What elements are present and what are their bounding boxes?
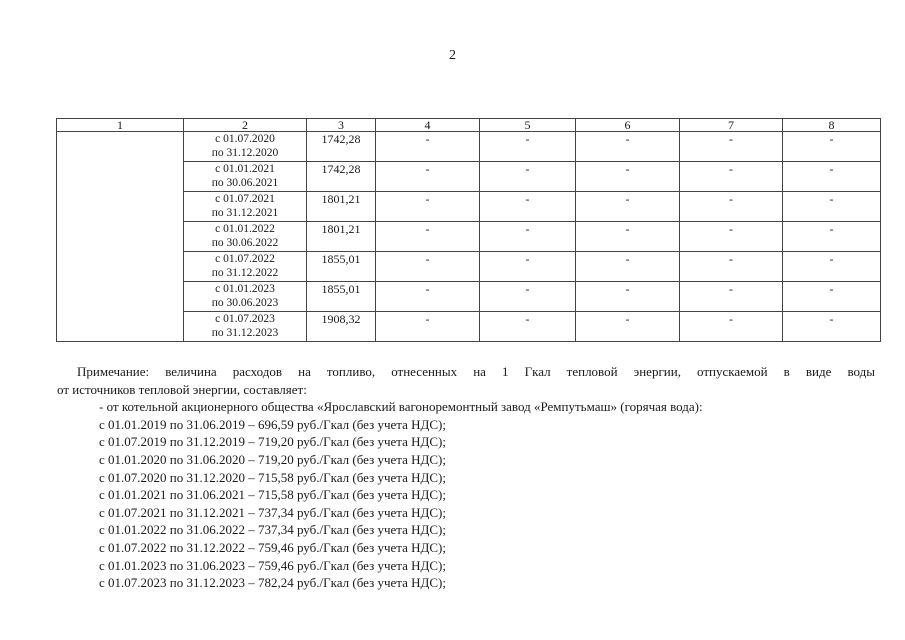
dash-cell: - [576, 312, 680, 342]
period-from: с 01.07.2021 [215, 193, 275, 205]
value-cell: 1855,01 [307, 282, 376, 312]
dash-cell: - [783, 312, 881, 342]
dash-cell: - [680, 222, 783, 252]
dash-cell: - [480, 312, 576, 342]
table-row [57, 132, 881, 162]
period-to: по 31.12.2021 [211, 207, 279, 219]
dash-cell: - [576, 222, 680, 252]
period-cell [184, 312, 307, 342]
dash-cell: - [376, 162, 480, 192]
rate-line: с 01.07.2020 по 31.12.2020 – 715,58 руб./Гкал (без учета НДС); [99, 469, 446, 485]
tariff-table [56, 118, 881, 342]
period-from: с 01.07.2023 [215, 313, 275, 325]
merged-source-cell [57, 132, 184, 342]
column-header: 8 [783, 119, 881, 132]
dash-cell: - [680, 282, 783, 312]
rate-line: с 01.01.2022 по 31.06.2022 – 737,34 руб./Гкал (без учета НДС); [99, 522, 446, 538]
period-from: с 01.07.2022 [215, 253, 275, 265]
table-header-row [57, 119, 881, 132]
dash-cell: - [480, 222, 576, 252]
dash-cell: - [783, 162, 881, 192]
period-from: с 01.01.2021 [215, 163, 275, 175]
column-header: 1 [57, 119, 184, 132]
period-cell [184, 192, 307, 222]
rate-line: с 01.07.2019 по 31.12.2019 – 719,20 руб./Гкал (без учета НДС); [99, 434, 446, 450]
dash-cell: - [680, 162, 783, 192]
rate-line: с 01.07.2023 по 31.12.2023 – 782,24 руб./Гкал (без учета НДС); [99, 575, 446, 591]
dash-cell: - [376, 252, 480, 282]
value-cell: 1855,01 [307, 252, 376, 282]
rate-line: с 01.07.2021 по 31.12.2021 – 737,34 руб./Гкал (без учета НДС); [99, 504, 446, 520]
period-from: с 01.07.2020 [215, 133, 275, 145]
note-intro [57, 363, 875, 398]
period-from: с 01.01.2022 [215, 223, 275, 235]
column-header: 7 [680, 119, 783, 132]
rate-line: с 01.01.2020 по 31.06.2020 – 719,20 руб./Гкал (без учета НДС); [99, 451, 446, 467]
dash-cell: - [480, 282, 576, 312]
dash-cell: - [376, 282, 480, 312]
dash-cell: - [576, 282, 680, 312]
period-to: по 31.12.2020 [211, 147, 279, 159]
dash-cell: - [783, 192, 881, 222]
dash-cell: - [576, 252, 680, 282]
dash-cell: - [480, 132, 576, 162]
value-cell: 1801,21 [307, 222, 376, 252]
dash-cell: - [783, 252, 881, 282]
period-cell [184, 222, 307, 252]
column-header: 5 [480, 119, 576, 132]
dash-cell: - [480, 162, 576, 192]
dash-cell: - [783, 282, 881, 312]
period-cell [184, 282, 307, 312]
value-cell: 1801,21 [307, 192, 376, 222]
period-cell [184, 252, 307, 282]
dash-cell: - [376, 132, 480, 162]
value-cell: 1742,28 [307, 162, 376, 192]
note-section [57, 363, 875, 592]
dash-cell: - [576, 132, 680, 162]
dash-cell: - [783, 222, 881, 252]
period-to: по 30.06.2021 [211, 177, 279, 189]
period-cell [184, 132, 307, 162]
dash-cell: - [680, 192, 783, 222]
dash-cell: - [480, 252, 576, 282]
column-header: 3 [307, 119, 376, 132]
period-from: с 01.01.2023 [215, 283, 275, 295]
dash-cell: - [480, 192, 576, 222]
rate-line: с 01.01.2023 по 31.06.2023 – 759,46 руб./Гкал (без учета НДС); [99, 557, 446, 573]
note-intro-line-1: Примечание: величина расходов на топливо, отнесенных на 1 Гкал тепловой энергии, отпускаемой в виде воды [77, 364, 875, 379]
period-to: по 30.06.2023 [211, 297, 279, 309]
rate-line: с 01.01.2019 по 31.06.2019 – 696,59 руб./Гкал (без учета НДС); [99, 416, 446, 432]
period-to: по 31.12.2022 [211, 267, 279, 279]
rate-line: с 01.01.2021 по 31.06.2021 – 715,58 руб./Гкал (без учета НДС); [99, 487, 446, 503]
dash-cell: - [376, 192, 480, 222]
period-to: по 31.12.2023 [211, 327, 279, 339]
period-cell [184, 162, 307, 192]
dash-cell: - [576, 162, 680, 192]
dash-cell: - [680, 312, 783, 342]
source-line: - от котельной акционерного общества «Ярославский вагоноремонтный завод «Ремпутьмаш» (горячая вода): [99, 399, 703, 415]
dash-cell: - [680, 132, 783, 162]
dash-cell: - [783, 132, 881, 162]
value-cell: 1742,28 [307, 132, 376, 162]
column-header: 2 [184, 119, 307, 132]
period-to: по 30.06.2022 [211, 237, 279, 249]
dash-cell: - [376, 312, 480, 342]
page-number: 2 [449, 48, 456, 63]
column-header: 6 [576, 119, 680, 132]
dash-cell: - [376, 222, 480, 252]
note-intro-line-2: от источников тепловой энергии, составляет: [57, 381, 307, 397]
rate-line: с 01.07.2022 по 31.12.2022 – 759,46 руб./Гкал (без учета НДС); [99, 539, 446, 555]
dash-cell: - [680, 252, 783, 282]
value-cell: 1908,32 [307, 312, 376, 342]
column-header: 4 [376, 119, 480, 132]
dash-cell: - [576, 192, 680, 222]
